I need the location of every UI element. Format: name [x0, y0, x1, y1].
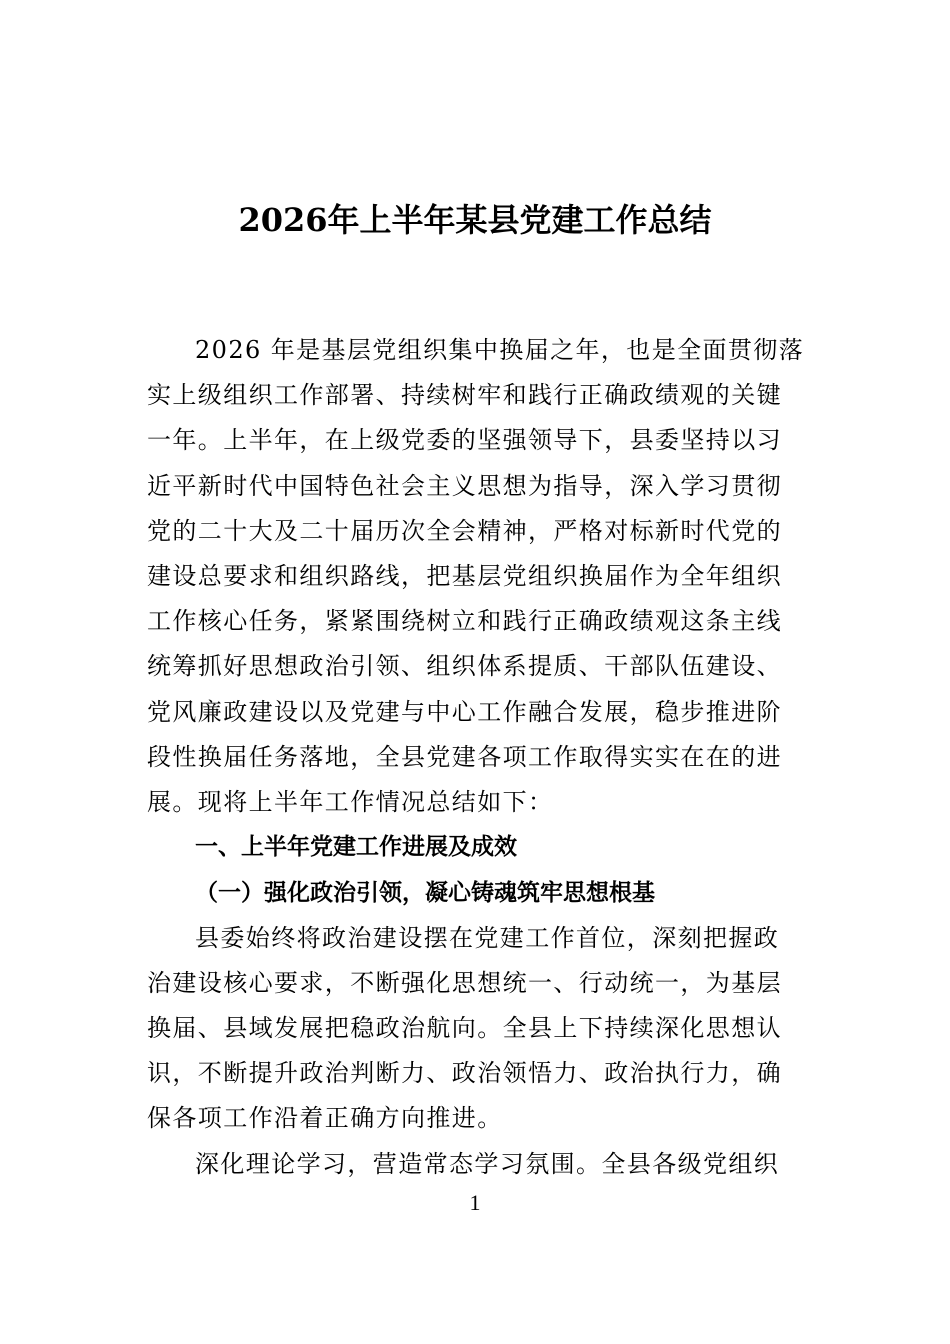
text-line: 实上级组织工作部署、持续树牢和践行正确政绩观的关键 — [147, 381, 782, 410]
text-line: 统筹抓好思想政治引领、组织体系提质、干部队伍建设、 — [147, 652, 782, 681]
text-line: 县委始终将政治建设摆在党建工作首位，深刻把握政 — [195, 923, 780, 952]
text-line: 党风廉政建设以及党建与中心工作融合发展，稳步推进阶 — [147, 697, 782, 726]
text-line: 段性换届任务落地，全县党建各项工作取得实实在在的进 — [147, 742, 782, 771]
text-line: 建设总要求和组织路线，把基层党组织换届作为全年组织 — [147, 562, 782, 591]
intro-paragraph — [147, 328, 807, 825]
document-title: 2026年上半年某县党建工作总结 — [238, 201, 712, 239]
page-number: 1 — [469, 1190, 481, 1215]
body-paragraph — [147, 916, 807, 1142]
text-line: 2026 年是基层党组织集中换届之年，也是全面贯彻落 — [195, 336, 805, 364]
text-line: 深化理论学习，营造常态学习氛围。全县各级党组织 — [195, 1149, 780, 1178]
text-line: 识，不断提升政治判断力、政治领悟力、政治执行力，确 — [147, 1059, 782, 1088]
text-line: 工作核心任务，紧紧围绕树立和践行正确政绩观这条主线 — [147, 607, 782, 636]
document-body — [147, 328, 807, 1187]
body-paragraph — [147, 1142, 807, 1187]
section-heading: 一、上半年党建工作进展及成效 — [195, 834, 517, 861]
text-line: 近平新时代中国特色社会主义思想为指导，深入学习贯彻 — [147, 471, 782, 500]
text-line: 党的二十大及二十届历次全会精神，严格对标新时代党的 — [147, 516, 782, 545]
text-line: 一年。上半年，在上级党委的坚强领导下，县委坚持以习 — [147, 426, 782, 455]
text-line: 展。现将上半年工作情况总结如下： — [147, 788, 554, 817]
subsection-heading: （一）强化政治引领，凝心铸魂筑牢思想根基 — [195, 879, 655, 907]
text-line: 治建设核心要求，不断强化思想统一、行动统一，为基层 — [147, 968, 782, 997]
text-line: 保各项工作沿着正确方向推进。 — [147, 1104, 503, 1133]
text-line: 换届、县域发展把稳政治航向。全县上下持续深化思想认 — [147, 1014, 782, 1043]
